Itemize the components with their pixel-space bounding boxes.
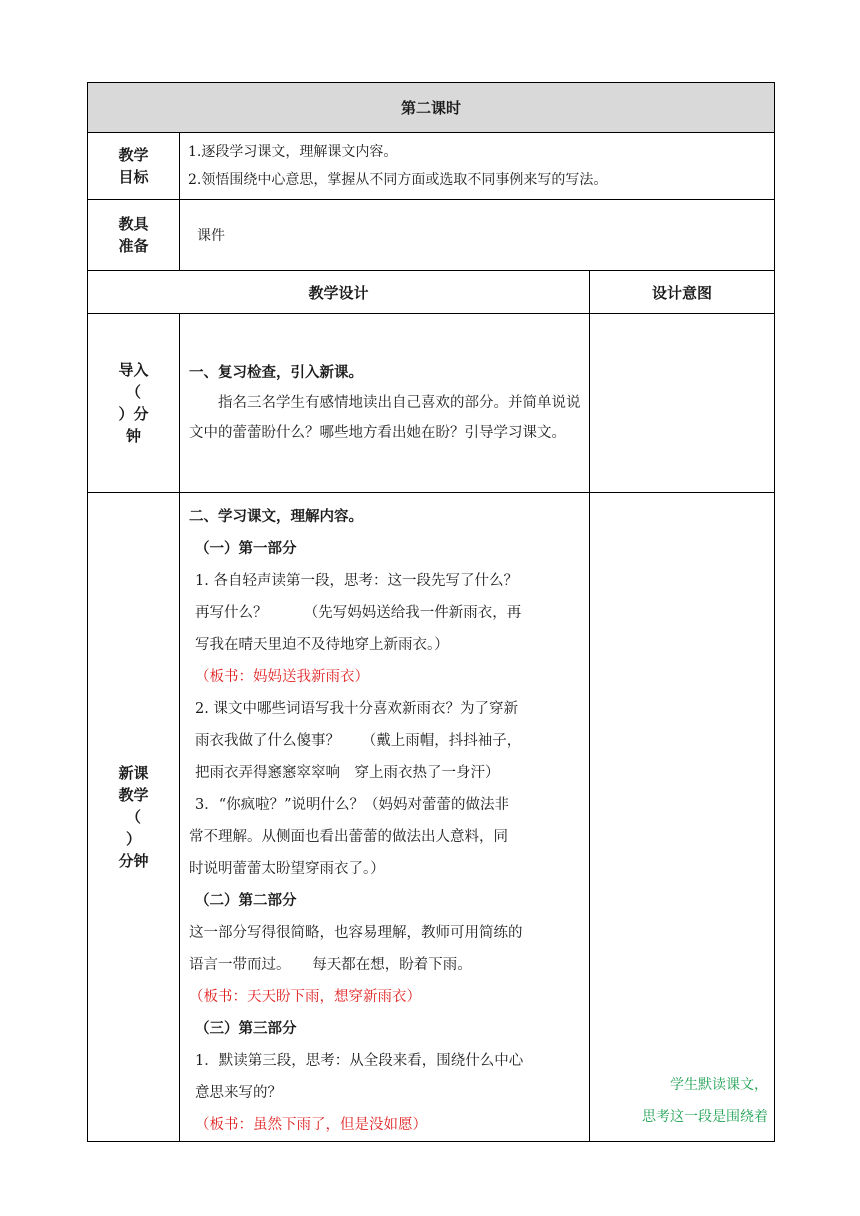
goals-label [88,133,180,200]
intro-paren-left: （ [125,383,141,401]
part1-board: （板书：妈妈送我新雨衣） [195,669,369,685]
part1-question1: 1. 各自轻声读第一段，思考：这一段先写了什么？ [195,573,518,589]
intent-line1: 学生默读课文， [670,1077,769,1093]
goal-item-1: 1.逐段学习课文，理解课文内容。 [188,144,398,160]
part2-board: （板书：天天盼下雨，想穿新雨衣） [189,989,421,1005]
new-lesson-label-line4: 分钟 [118,852,149,870]
goals-row [88,133,775,200]
part1-question1b: 再写什么？ （先写妈妈送给我一件新雨衣，再 [195,605,522,621]
intent-header: 设计意图 [590,271,775,314]
part3-heading: （三）第三部分 [195,1021,297,1037]
part2-heading: （二）第二部分 [195,893,297,909]
part1-question3c: 时说明蕾蕾太盼望穿雨衣了。） [189,861,385,877]
intro-label-line3: 钟 [125,427,141,445]
intro-paren-right: ）分 [118,405,149,423]
design-header: 教学设计 [88,271,590,314]
part1-heading: （一）第一部分 [195,541,297,557]
new-lesson-label [88,493,180,1142]
new-lesson-heading: 二、学习课文，理解内容。 [189,509,363,525]
part1-question3b: 常不理解。从侧面也看出蕾蕾的做法出人意料，同 [189,829,508,845]
goals-label-line2: 目标 [118,168,149,186]
new-lesson-label-line2: 教学 [118,786,149,804]
intent-line2: 思考这一段是围绕着 [642,1109,769,1125]
part3-question1: 1．默读第三段，思考：从全段来看，围绕什么中心 [195,1053,524,1069]
part2-text1: 这一部分写得很简略，也容易理解，教师可用简练的 [189,925,523,941]
tools-label-line1: 教具 [118,215,149,233]
title-row [88,83,775,133]
new-lesson-content [180,493,590,1142]
tools-label [88,200,180,271]
intro-row [88,314,775,493]
lesson-title: 第二课时 [88,83,775,133]
part3-board: （板书：虽然下雨了，但是没如愿） [195,1117,427,1133]
part1-question2b: 雨衣我做了什么傻事？ （戴上雨帽，抖抖袖子， [195,733,522,749]
tools-label-line2: 准备 [118,237,149,255]
goals-content [180,133,775,200]
intro-label-line1: 导入 [118,361,149,379]
lesson-plan-table [87,82,775,1142]
part2-text2: 语言一带而过。 每天都在想，盼着下雨。 [189,957,472,973]
part1-question3: 3．“你疯啦？”说明什么？（妈妈对蕾蕾的做法非 [195,797,510,813]
new-lesson-paren-right: ） [125,830,141,848]
header-row [88,271,775,314]
intro-heading: 一、复习检查，引入新课。 [189,365,363,381]
goals-label-line1: 教学 [118,146,149,164]
part3-question1b: 意思来写的？ [195,1085,282,1101]
new-lesson-row [88,493,775,1142]
tools-row [88,200,775,271]
new-lesson-label-line1: 新课 [118,764,149,782]
part1-question2c: 把雨衣弄得窸窸窣窣响 穿上雨衣热了一身汗） [195,765,500,781]
new-lesson-label-line3 [88,806,179,850]
new-lesson-paren-left: （ [125,808,141,826]
intro-text: 指名三名学生有感情地读出自己喜欢的部分。并简单说说文中的蕾蕾盼什么？哪些地方看出她在盼？引导学习课文。 [189,395,581,441]
intro-intent [590,314,775,493]
goal-item-2: 2.领悟围绕中心意思，掌握从不同方面或选取不同事例来写的写法。 [188,172,608,188]
intro-content [180,314,590,493]
tools-value: 课件 [180,200,775,271]
part1-question2: 2. 课文中哪些词语写我十分喜欢新雨衣？为了穿新 [195,701,518,717]
intro-label-line2 [88,381,179,425]
part1-question1c: 写我在晴天里迫不及待地穿上新雨衣。） [195,637,449,653]
new-lesson-intent [590,493,775,1142]
intro-label [88,314,180,493]
